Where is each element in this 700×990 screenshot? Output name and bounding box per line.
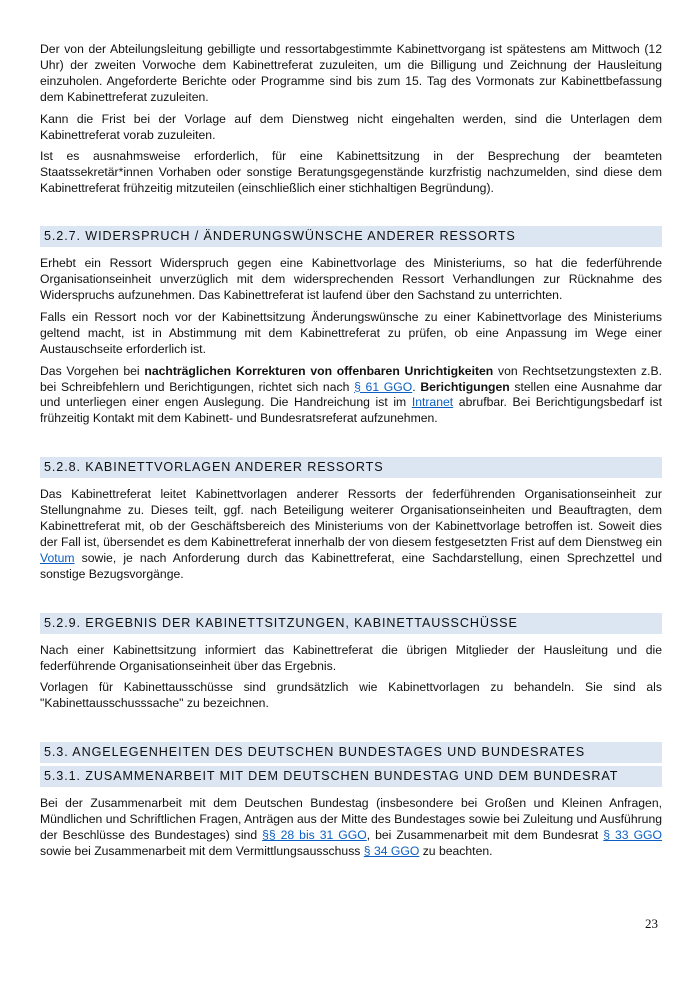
section-heading-5-3-1: 5.3.1. ZUSAMMENARBEIT MIT DEM DEUTSCHEN BUNDESTAG UND DEM BUNDESRAT (40, 766, 662, 787)
intro-paragraph-2: Kann die Frist bei der Vorlage auf dem Dienstweg nicht eingehalten werden, sind die Unterlagen dem Kabinettreferat vorab zuzuleiten. (40, 111, 662, 142)
section-heading-5-3: 5.3. ANGELEGENHEITEN DES DEUTSCHEN BUNDESTAGES UND BUNDESRATES (40, 742, 662, 763)
votum-link[interactable]: Votum (40, 550, 75, 565)
section-heading-5-2-8: 5.2.8. KABINETTVORLAGEN ANDERER RESSORTS (40, 457, 662, 478)
section-5-2-8-paragraph-1: Das Kabinettreferat leitet Kabinettvorlagen anderer Ressorts der federführenden Organisationseinheit zur Stellungnahme zu. Dieses teilt, ggf. nach Beteiligung weiterer Organisationseinheiten und Beauftragten, dem Kabinettreferat mit, ob der Geschäftsbereich des Ministeriums von der Kabinettvorlage betroffen ist. Soweit dies der Fall ist, übersendet es dem Kabinettreferat innerhalb der von diesem festgesetzten Frist auf dem Dienstweg ein Votum sowie, je nach Anforderung durch das Kabinettreferat, eine Sachdarstellung, einen Sprechzettel und sonstige Bezugsvorgänge. (40, 487, 662, 581)
section-5-2-7-paragraph-1: Erhebt ein Ressort Widerspruch gegen eine Kabinettvorlage des Ministeriums, so hat die federführende Organisationseinheit unverzüglich mit dem widersprechenden Ressort Verhandlungen zur Rücknahme des Widerspruchs aufzunehmen. Das Kabinettreferat ist laufend über den Sachstand zu unterrichten. (40, 256, 662, 302)
section-heading-5-2-7: 5.2.7. WIDERSPRUCH / ÄNDERUNGSWÜNSCHE ANDERER RESSORTS (40, 226, 662, 247)
intro-paragraph-3: Ist es ausnahmsweise erforderlich, für eine Kabinettsitzung in der Besprechung der beamteten Staatssekretär*innen Vorhaben oder sonstige Beratungsgegenstände kurzfristig nachzumelden, sind diese dem Kabinettreferat frühzeitig mitzuteilen (einschließlich einer stichhaltigen Begründung). (40, 149, 662, 196)
section-5-2-7-paragraph-3: Das Vorgehen bei nachträglichen Korrekturen von offenbaren Unrichtigkeiten von Rechtsetzungstexten z.B. bei Schreibfehlern und Berichtigungen, richtet sich nach § 61 GGO. Berichtigungen stellen eine Ausnahme dar und unterliegen einer engen Auslegung. Die Handreichung ist im Intranet abrufbar. Bei Berichtigungsbedarf ist frühzeitig Kontakt mit dem Kabinett- und Bundesratsreferat aufzunehmen. (40, 363, 662, 426)
ggo-28-31-link[interactable]: §§ 28 bis 31 GGO (262, 828, 367, 843)
page-number: 23 (645, 916, 658, 931)
ggo-33-link[interactable]: § 33 GGO (603, 828, 663, 843)
section-heading-5-2-9: 5.2.9. ERGEBNIS DER KABINETTSITZUNGEN, KABINETTAUSSCHÜSSE (40, 613, 662, 634)
bold-corrections-term: nachträglichen Korrekturen von offenbaren Unrichtigkeiten (144, 363, 494, 378)
section-5-2-7-paragraph-2: Falls ein Ressort noch vor der Kabinettsitzung Änderungswünsche zu einer Kabinettvorlage des Ministeriums geltend macht, ist in Abstimmung mit dem Kabinettreferat zu prüfen, ob eine Anpassung im Wege einer Austauschseite erforderlich ist. (40, 309, 662, 356)
ggo-61-link[interactable]: § 61 GGO (354, 379, 413, 394)
section-5-2-9-paragraph-2: Vorlagen für Kabinettausschüsse sind grundsätzlich wie Kabinettvorlagen zu behandeln. Sie sind als "Kabinettausschusssache" zu bezeichnen. (40, 680, 662, 711)
bold-berichtigungen-term: Berichtigungen (420, 379, 510, 394)
section-5-3-1-paragraph-1: Bei der Zusammenarbeit mit dem Deutschen Bundestag (insbesondere bei Großen und Kleinen Anfragen, Mündlichen und Schriftlichen Fragen, Anträgen aus der Mitte des Bundestages sowie bei Zuleitung und Ausführung der Beschlüsse des Bundestages) sind §§ 28 bis 31 GGO, bei Zusammenarbeit mit dem Bundesrat § 33 GGO sowie bei Zusammenarbeit mit dem Vermittlungsausschuss § 34 GGO zu beachten. (40, 796, 663, 858)
intro-paragraph-1: Der von der Abteilungsleitung gebilligte und ressortabgestimmte Kabinettvorgang ist spätestens am Mittwoch (12 Uhr) der zweiten Vorwoche dem Kabinettreferat zuzuleiten, um die Billigung und Zeichnung der Hausleitung einzuholen. Angeforderte Berichte oder Programme sind bis zum 15. Tag des Vormonats zur Kabinettbefassung dem Kabinettreferat zuzuleiten. (40, 42, 662, 104)
document-page (40, 42, 662, 866)
intranet-link[interactable]: Intranet (411, 395, 454, 410)
ggo-34-link[interactable]: § 34 GGO (363, 844, 420, 858)
section-5-2-9-paragraph-1: Nach einer Kabinettsitzung informiert das Kabinettreferat die übrigen Mitglieder der Hausleitung und die federführende Organisationseinheit über das Ergebnis. (40, 642, 662, 673)
